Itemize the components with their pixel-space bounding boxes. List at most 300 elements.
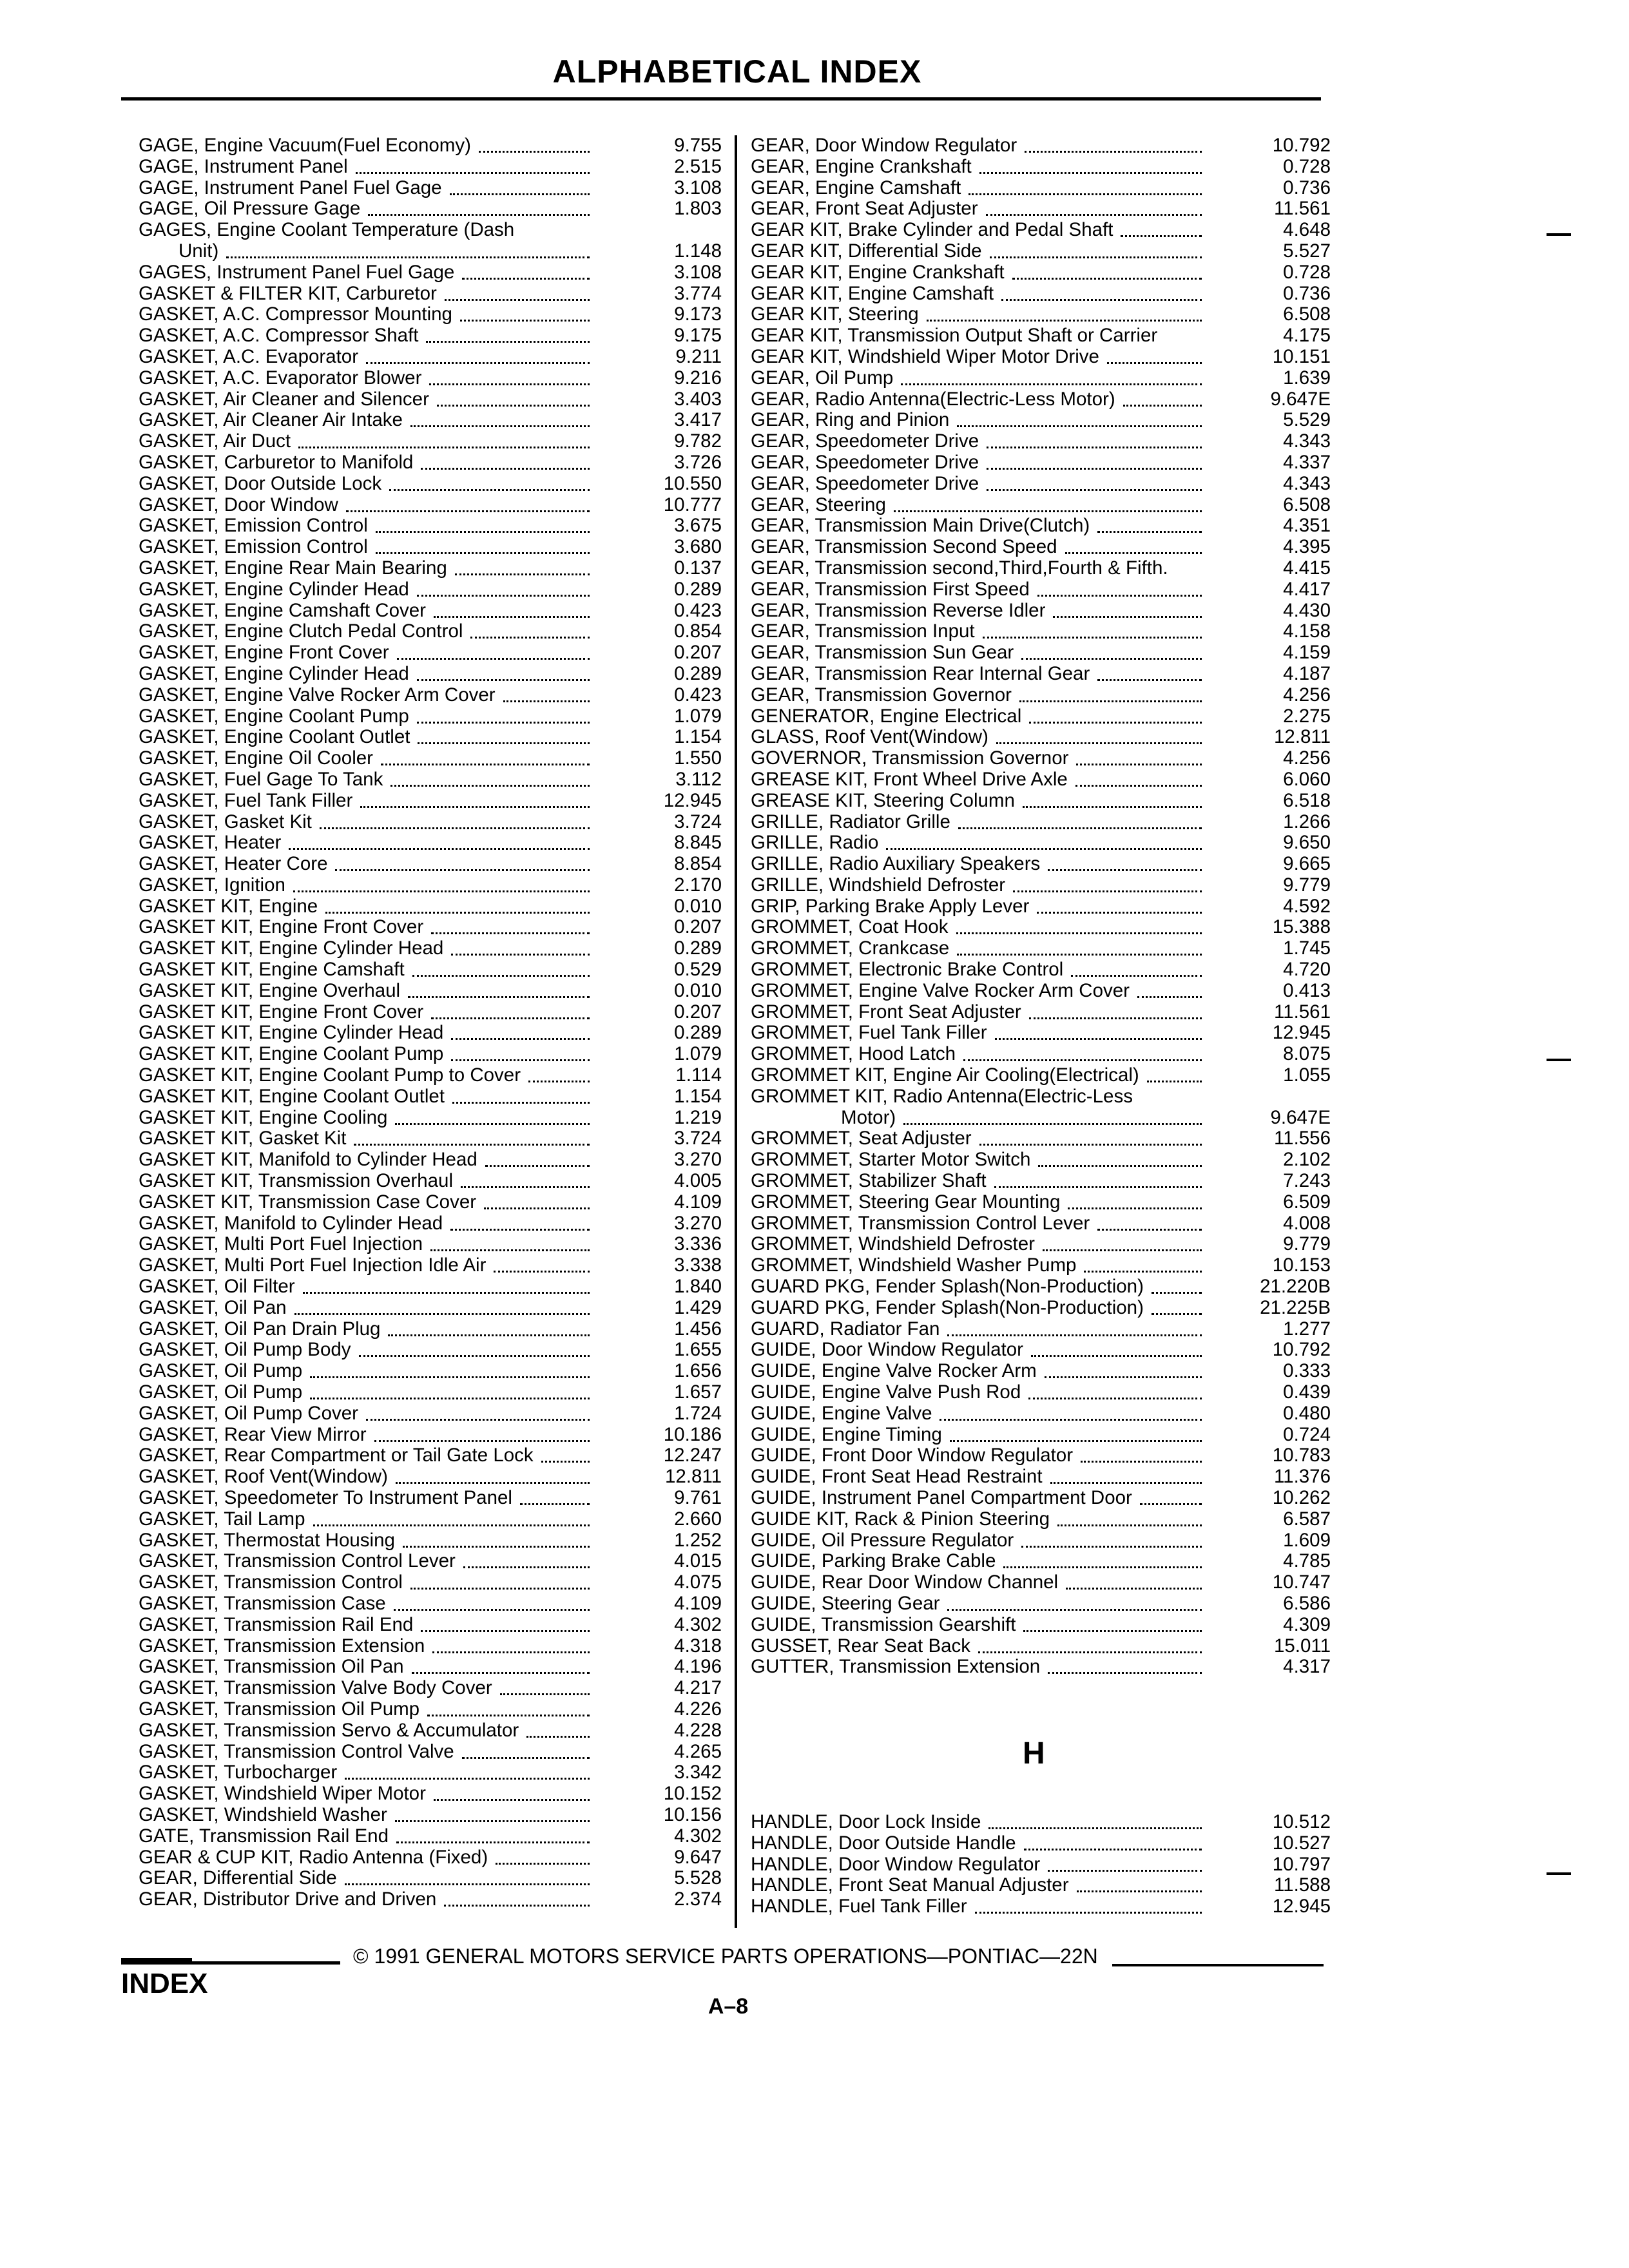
leader-dots — [503, 700, 590, 702]
index-entry — [751, 1657, 1331, 1678]
index-entry — [751, 981, 1331, 1002]
entry-text: GEAR KIT, Engine Crankshaft — [751, 261, 1005, 283]
index-entry — [139, 1002, 722, 1023]
entry-text: GROMMET, Windshield Defroster — [751, 1233, 1035, 1255]
entry-text: GASKET, Carburetor to Manifold — [139, 451, 414, 473]
entry-text: GUIDE, Parking Brake Cable — [751, 1550, 996, 1572]
entry-page: 1.657 — [674, 1381, 722, 1403]
index-right-column — [751, 135, 1331, 1678]
index-entry — [751, 812, 1331, 833]
leader-dots — [1043, 1249, 1202, 1251]
index-entry — [139, 1065, 722, 1086]
entry-page: 9.647E — [1270, 1106, 1331, 1128]
entry-text: GASKET, Manifold to Cylinder Head — [139, 1212, 443, 1234]
index-entry — [139, 1425, 722, 1446]
entry-text: GASKET, Emission Control — [139, 536, 368, 558]
entry-text: GASKET KIT, Engine Coolant Pump to Cover — [139, 1064, 521, 1086]
index-entry — [751, 1854, 1331, 1876]
entry-page: 3.724 — [674, 1128, 722, 1149]
entry-text: GEAR, Front Seat Adjuster — [751, 198, 978, 220]
entry-text: GASKET, Speedometer To Instrument Panel — [139, 1487, 512, 1508]
index-entry — [751, 875, 1331, 896]
entry-page: 0.207 — [674, 1001, 722, 1023]
page-title: ALPHABETICAL INDEX — [552, 53, 922, 90]
entry-text: GAGE, Instrument Panel — [139, 155, 348, 177]
entry-page: 3.270 — [674, 1212, 722, 1234]
leader-dots — [1021, 1546, 1202, 1548]
leader-dots — [451, 954, 590, 956]
leader-dots — [1068, 1207, 1202, 1209]
leader-dots — [430, 1249, 590, 1251]
entry-text: GASKET, Gasket Kit — [139, 811, 312, 832]
entry-page: 12.945 — [663, 789, 722, 811]
entry-page: 4.228 — [674, 1719, 722, 1741]
entry-page: 11.561 — [1273, 198, 1331, 220]
entry-page: 4.343 — [1283, 472, 1331, 494]
leader-dots — [1021, 658, 1202, 660]
index-entry — [751, 178, 1331, 199]
index-entry — [139, 1720, 722, 1742]
index-entry — [139, 1847, 722, 1869]
entry-text: GROMMET KIT, Engine Air Cooling(Electrical) — [751, 1064, 1139, 1086]
leader-dots — [986, 214, 1202, 216]
index-entry — [751, 1875, 1331, 1896]
entry-page: 0.728 — [1283, 261, 1331, 283]
entry-page: 9.779 — [1283, 1233, 1331, 1255]
entry-page: 4.430 — [1283, 599, 1331, 621]
leader-dots — [366, 362, 590, 364]
entry-text: GRILLE, Windshield Defroster — [751, 874, 1006, 896]
index-entry — [751, 1171, 1331, 1192]
index-entry — [139, 791, 722, 812]
leader-dots — [1107, 362, 1202, 364]
leader-dots — [381, 764, 590, 765]
entry-page: 9.175 — [674, 325, 722, 347]
entry-page: 9.647E — [1270, 388, 1331, 410]
entry-text: GASKET, Transmission Servo & Accumulator — [139, 1719, 519, 1741]
entry-page: 9.761 — [674, 1487, 722, 1508]
entry-page: 10.747 — [1272, 1571, 1331, 1593]
index-entry — [751, 1833, 1331, 1854]
entry-text: GUIDE, Oil Pressure Regulator — [751, 1529, 1014, 1551]
index-entry — [751, 1340, 1331, 1361]
leader-dots — [412, 975, 590, 977]
index-entry — [751, 1488, 1331, 1509]
entry-page: 1.639 — [1283, 367, 1331, 389]
entry-text: GEAR KIT, Brake Cylinder and Pedal Shaft — [751, 219, 1113, 241]
entry-text: GRILLE, Radio Auxiliary Speakers — [751, 853, 1041, 875]
leader-dots — [397, 658, 590, 660]
entry-text: GASKET, Heater Core — [139, 853, 328, 875]
index-entry — [139, 981, 722, 1002]
entry-page: 1.456 — [674, 1318, 722, 1340]
entry-text: GASKET, Oil Pump — [139, 1381, 303, 1403]
index-entry — [139, 1762, 722, 1783]
entry-text: GUIDE, Rear Door Window Channel — [751, 1571, 1059, 1593]
entry-page: 1.655 — [674, 1339, 722, 1361]
index-entry — [751, 832, 1331, 854]
index-entry — [139, 1678, 722, 1699]
leader-dots — [388, 1334, 590, 1336]
entry-text: GUTTER, Transmission Extension — [751, 1656, 1041, 1678]
index-entry — [751, 347, 1331, 368]
index-entry — [139, 1255, 722, 1276]
entry-text: GASKET, Tail Lamp — [139, 1508, 305, 1530]
index-entry — [751, 917, 1331, 938]
index-entry — [751, 1213, 1331, 1235]
leader-dots — [901, 383, 1202, 385]
leader-dots — [1025, 151, 1202, 153]
entry-text: GASKET, Door Window — [139, 494, 338, 515]
index-entry — [139, 304, 722, 325]
index-entry — [751, 304, 1331, 325]
index-entry — [139, 241, 722, 262]
leader-dots — [293, 890, 590, 892]
index-entry — [751, 1108, 1331, 1129]
leader-dots — [1075, 785, 1202, 787]
leader-dots — [389, 489, 590, 491]
entry-text: GEAR KIT, Steering — [751, 303, 919, 325]
entry-page: 4.309 — [1283, 1613, 1331, 1635]
entry-text: GROMMET, Front Seat Adjuster — [751, 1001, 1021, 1023]
index-entry — [751, 558, 1331, 579]
entry-text: GASKET, Transmission Control — [139, 1571, 403, 1593]
entry-text: GEAR, Distributor Drive and Driven — [139, 1888, 437, 1910]
leader-dots — [455, 573, 590, 575]
entry-text: GASKET KIT, Transmission Case Cover — [139, 1191, 477, 1213]
entry-text: GASKET, Multi Port Fuel Injection Idle Air — [139, 1254, 487, 1276]
leader-dots — [374, 1440, 590, 1442]
entry-page: 11.561 — [1273, 1001, 1331, 1023]
index-entry — [139, 917, 722, 938]
index-entry — [139, 1128, 722, 1149]
entry-text: GASKET, Rear View Mirror — [139, 1423, 367, 1445]
index-entry — [751, 1065, 1331, 1086]
leader-dots — [994, 1186, 1202, 1188]
entry-page: 8.854 — [674, 853, 722, 875]
leader-dots — [947, 1334, 1202, 1336]
entry-page: 0.010 — [674, 895, 722, 917]
leader-dots — [421, 1630, 590, 1632]
entry-text: GASKET KIT, Engine Overhaul — [139, 979, 401, 1001]
entry-page: 0.207 — [674, 642, 722, 664]
index-entry — [751, 241, 1331, 262]
leader-dots — [1152, 1292, 1202, 1294]
entry-page: 1.114 — [675, 1064, 722, 1086]
index-entry — [139, 896, 722, 918]
entry-text: GEAR, Transmission Rear Internal Gear — [751, 662, 1090, 684]
entry-text: GASKET, Engine Camshaft Cover — [139, 599, 426, 621]
leader-dots — [886, 848, 1202, 850]
index-entry — [139, 1298, 722, 1319]
entry-text: HANDLE, Fuel Tank Filler — [751, 1896, 967, 1917]
entry-text: GROMMET, Crankcase — [751, 937, 950, 959]
entry-text: GREASE KIT, Front Wheel Drive Axle — [751, 768, 1068, 790]
leader-dots — [1076, 764, 1202, 765]
index-entry — [751, 1425, 1331, 1446]
index-entry — [139, 1889, 722, 1910]
leader-dots — [432, 1651, 590, 1653]
entry-text: GASKET, Transmission Oil Pan — [139, 1656, 404, 1678]
entry-page: 4.417 — [1283, 578, 1331, 600]
leader-dots — [396, 1482, 590, 1484]
entry-page: 0.289 — [674, 578, 722, 600]
leader-dots — [940, 1419, 1202, 1421]
entry-text: Motor) — [841, 1106, 896, 1128]
entry-text: GASKET, Engine Oil Cooler — [139, 747, 373, 769]
entry-page: 0.736 — [1283, 282, 1331, 304]
entry-text: GASKET, Air Cleaner and Silencer — [139, 388, 429, 410]
leader-dots — [494, 1271, 590, 1273]
index-entry — [139, 1108, 722, 1129]
entry-text: GEAR KIT, Differential Side — [751, 240, 982, 262]
entry-text: GUIDE KIT, Rack & Pinion Steering — [751, 1508, 1050, 1530]
entry-text: GASKET, Emission Control — [139, 515, 368, 537]
entry-page: 5.528 — [674, 1867, 722, 1889]
entry-page: 4.005 — [674, 1170, 722, 1192]
entry-text: GASKET KIT, Transmission Overhaul — [139, 1170, 454, 1192]
entry-text: GASKET, A.C. Compressor Mounting — [139, 303, 452, 325]
index-entry — [139, 1023, 722, 1044]
entry-page: 4.187 — [1283, 662, 1331, 684]
leader-dots — [1065, 552, 1202, 554]
entry-text: GEAR, Transmission Main Drive(Clutch) — [751, 515, 1090, 537]
entry-page: 4.196 — [674, 1656, 722, 1678]
index-entry — [139, 325, 722, 347]
index-entry — [139, 854, 722, 875]
entry-text: Unit) — [178, 240, 219, 262]
leader-dots — [1037, 595, 1202, 597]
index-entry — [751, 198, 1331, 220]
leader-dots — [434, 616, 590, 618]
index-entry — [751, 325, 1331, 347]
index-entry — [751, 664, 1331, 685]
index-entry — [751, 1361, 1331, 1382]
entry-page: 15.388 — [1272, 916, 1331, 938]
entry-page: 9.782 — [674, 430, 722, 452]
section-letter-h: H — [1023, 1736, 1045, 1771]
entry-page: 4.343 — [1283, 430, 1331, 452]
entry-text: GASKET, Roof Vent(Window) — [139, 1466, 388, 1488]
entry-page: 10.792 — [1272, 135, 1331, 156]
entry-page: 4.337 — [1283, 451, 1331, 473]
entry-page: 2.660 — [674, 1508, 722, 1530]
index-entry — [139, 347, 722, 368]
entry-page: 5.529 — [1283, 409, 1331, 431]
entry-text: GASKET, Oil Filter — [139, 1276, 295, 1298]
entry-page: 8.845 — [674, 832, 722, 854]
footer-rule-right — [1112, 1964, 1324, 1966]
leader-dots — [335, 869, 590, 871]
entry-page: 9.211 — [675, 345, 722, 367]
entry-text: GAGE, Instrument Panel Fuel Gage — [139, 177, 442, 198]
leader-dots — [950, 1440, 1202, 1442]
entry-page: 0.728 — [1283, 155, 1331, 177]
index-entry — [139, 368, 722, 389]
entry-text: GEAR KIT, Engine Camshaft — [751, 282, 994, 304]
leader-dots — [1023, 806, 1202, 808]
footer-copyright: © 1991 GENERAL MOTORS SERVICE PARTS OPERATIONS—PONTIAC—22N — [353, 1945, 1098, 1968]
entry-page: 10.792 — [1272, 1339, 1331, 1361]
entry-page: 4.302 — [674, 1613, 722, 1635]
leader-dots — [1012, 278, 1202, 280]
entry-page: 9.665 — [1283, 853, 1331, 875]
index-entry — [139, 1805, 722, 1826]
entry-text: GASKET, Engine Rear Main Bearing — [139, 557, 447, 579]
index-entry — [139, 1615, 722, 1636]
entry-page: 2.515 — [674, 155, 722, 177]
entry-page: 9.779 — [1283, 874, 1331, 896]
index-entry — [751, 135, 1331, 157]
entry-page: 10.797 — [1272, 1853, 1331, 1875]
entry-text: GROMMET, Stabilizer Shaft — [751, 1170, 987, 1192]
entry-page: 4.317 — [1283, 1656, 1331, 1678]
leader-dots — [410, 1588, 590, 1590]
leader-dots — [452, 1102, 590, 1104]
leader-dots — [1013, 890, 1202, 892]
entry-page: 4.109 — [674, 1191, 722, 1213]
entry-text: GASKET, Engine Valve Rocker Arm Cover — [139, 684, 496, 706]
leader-dots — [376, 552, 590, 554]
leader-dots — [1031, 1355, 1202, 1357]
entry-page: 6.587 — [1283, 1508, 1331, 1530]
entry-page: 1.079 — [674, 705, 722, 727]
entry-page: 2.170 — [674, 874, 722, 896]
entry-page: 12.945 — [1272, 1022, 1331, 1044]
index-entry — [751, 1382, 1331, 1403]
entry-text: GEAR, Engine Camshaft — [751, 177, 961, 198]
leader-dots — [313, 1524, 590, 1526]
leader-dots — [1038, 1165, 1202, 1167]
index-entry — [139, 1742, 722, 1763]
leader-dots — [390, 785, 590, 787]
entry-text: GASKET, Transmission Extension — [139, 1635, 425, 1657]
leader-dots — [957, 954, 1202, 956]
entry-page: 1.154 — [674, 1085, 722, 1107]
entry-text: GASKET, Fuel Tank Filler — [139, 789, 353, 811]
title-rule — [121, 97, 1321, 101]
index-entry — [751, 1572, 1331, 1593]
entry-text: HANDLE, Door Outside Handle — [751, 1832, 1016, 1854]
entry-text: GASKET & FILTER KIT, Carburetor — [139, 282, 437, 304]
leader-dots — [410, 425, 590, 427]
entry-page: 4.648 — [1283, 219, 1331, 241]
leader-dots — [345, 1883, 590, 1885]
index-entry — [139, 1572, 722, 1593]
entry-text: HANDLE, Front Seat Manual Adjuster — [751, 1874, 1069, 1896]
margin-mark — [1547, 1872, 1571, 1875]
entry-page: 0.333 — [1283, 1360, 1331, 1382]
leader-dots — [226, 256, 590, 258]
index-entry — [751, 854, 1331, 875]
leader-dots — [345, 1778, 590, 1780]
entry-page: 4.256 — [1283, 684, 1331, 706]
entry-text: GASKET, Fuel Gage To Tank — [139, 768, 383, 790]
entry-text: GASKET KIT, Manifold to Cylinder Head — [139, 1149, 477, 1171]
entry-page: 4.302 — [674, 1825, 722, 1847]
entry-page: 10.186 — [663, 1423, 722, 1445]
entry-text: GASKET, Oil Pump Cover — [139, 1402, 358, 1424]
leader-dots — [947, 1609, 1202, 1611]
entry-text: GUIDE, Steering Gear — [751, 1592, 940, 1614]
entry-page: 3.108 — [674, 177, 722, 198]
entry-text: GASKET, Multi Port Fuel Injection — [139, 1233, 423, 1255]
index-entry — [751, 1023, 1331, 1044]
entry-page: 1.252 — [674, 1529, 722, 1551]
entry-text: GASKET, Windshield Wiper Motor — [139, 1783, 426, 1805]
index-entry — [139, 1086, 722, 1108]
entry-text: GASKET, Engine Clutch Pedal Control — [139, 620, 463, 642]
leader-dots — [394, 1609, 590, 1611]
entry-text: GASKET, Engine Cylinder Head — [139, 662, 409, 684]
index-entry — [139, 1657, 722, 1678]
index-entry — [751, 938, 1331, 959]
entry-page: 0.010 — [674, 979, 722, 1001]
entry-text: GOVERNOR, Transmission Governor — [751, 747, 1069, 769]
leader-dots — [417, 722, 590, 724]
entry-page: 4.158 — [1283, 620, 1331, 642]
leader-dots — [1123, 405, 1202, 407]
entry-text: GROMMET, Fuel Tank Filler — [751, 1022, 987, 1044]
entry-page: 4.256 — [1283, 747, 1331, 769]
entry-text: GASKET, A.C. Evaporator Blower — [139, 367, 422, 389]
leader-dots — [496, 1863, 590, 1865]
entry-page: 0.724 — [1283, 1423, 1331, 1445]
entry-text: GEAR, Transmission First Speed — [751, 578, 1030, 600]
leader-dots — [1029, 1017, 1202, 1019]
leader-dots — [969, 193, 1202, 195]
leader-dots — [354, 1144, 590, 1146]
entry-page: 1.148 — [674, 240, 722, 262]
index-entry — [751, 791, 1331, 812]
entry-page: 0.854 — [674, 620, 722, 642]
entry-text: GASKET KIT, Engine Coolant Outlet — [139, 1085, 445, 1107]
entry-text: GEAR, Door Window Regulator — [751, 135, 1017, 156]
entry-page: 10.156 — [663, 1803, 722, 1825]
index-entry — [139, 1636, 722, 1657]
entry-page: 1.724 — [674, 1402, 722, 1424]
leader-dots — [346, 510, 590, 512]
entry-text: GASKET, Oil Pump — [139, 1360, 303, 1382]
leader-dots — [927, 320, 1202, 322]
leader-dots — [1045, 1376, 1202, 1378]
footer-rule-left-thick — [121, 1958, 192, 1961]
entry-text: GASKET, Thermostat Housing — [139, 1529, 395, 1551]
index-entry — [751, 515, 1331, 537]
entry-page: 2.102 — [1283, 1149, 1331, 1171]
entry-page: 10.151 — [1272, 345, 1331, 367]
leader-dots — [450, 1229, 590, 1231]
leader-dots — [987, 468, 1202, 470]
leader-dots — [526, 1736, 590, 1738]
index-entry — [139, 1276, 722, 1298]
entry-text: GASKET KIT, Engine Cylinder Head — [139, 937, 444, 959]
leader-dots — [437, 405, 590, 407]
index-entry — [139, 389, 722, 410]
leader-dots — [303, 1292, 590, 1294]
index-entry — [139, 621, 722, 642]
entry-page: 3.774 — [674, 282, 722, 304]
margin-mark — [1547, 233, 1571, 236]
index-entry — [139, 157, 722, 178]
entry-page: 4.720 — [1283, 959, 1331, 981]
entry-page: 3.726 — [674, 451, 722, 473]
leader-dots — [520, 1503, 590, 1505]
index-entry — [139, 812, 722, 833]
index-entry — [139, 284, 722, 305]
leader-dots — [431, 1017, 590, 1019]
leader-dots — [1003, 1566, 1202, 1568]
